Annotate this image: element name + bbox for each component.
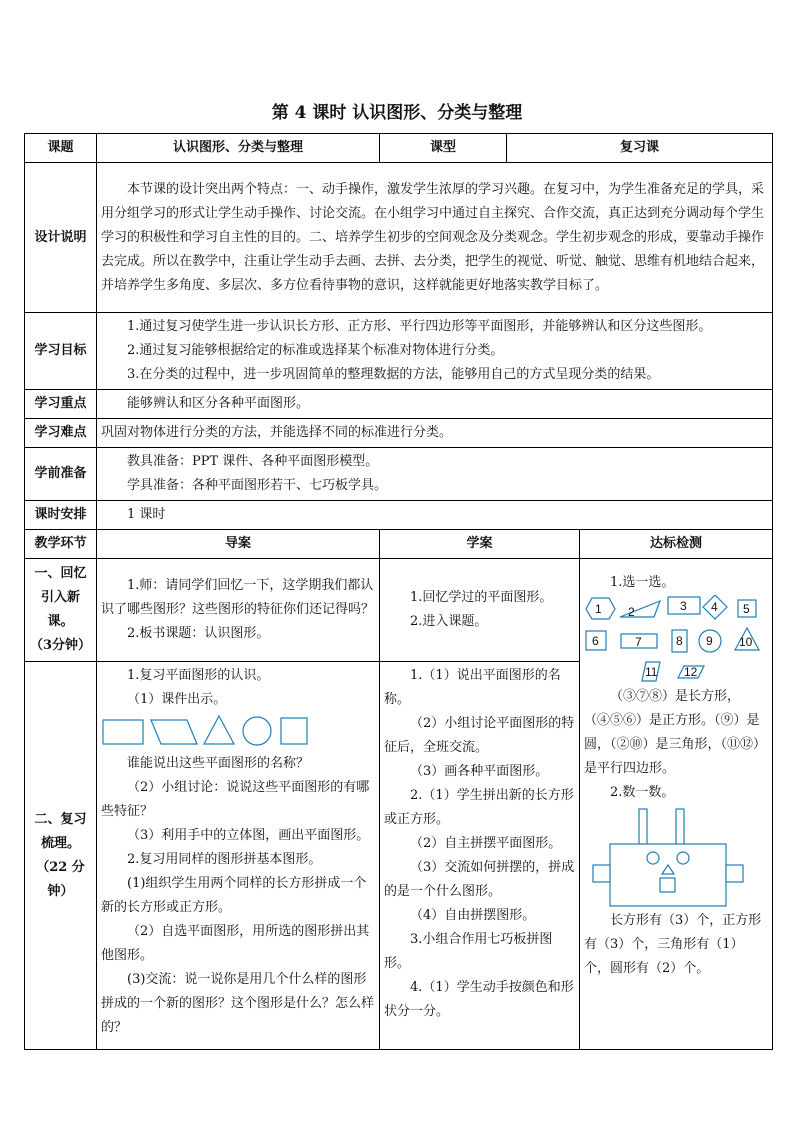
type-value: 复习课 — [507, 134, 773, 163]
guide-item: （2）小组讨论：说说这些平面图形的有哪些特征？ — [101, 780, 370, 819]
stage1-label — [25, 559, 97, 662]
stage2-label-line: 二、复习 — [34, 811, 87, 827]
square-shape — [281, 718, 307, 744]
triangle-shape — [204, 716, 234, 744]
robot-figure — [584, 805, 767, 909]
design-paragraph: 本节课的设计突出两个特点：一、动手操作，激发学生浓厚的学习兴趣。在复习中，为学生准备充足的学具，采用分组学习的形式让学生动手操作、讨论交流。在小组学习中通过自主探究、合作交流，真正达到充分调动每个学生学习的积极性和学习自主性的目的。二、培养学生初步的空间观念及分类观念。学生初步观念的形成，要靠动手操作去完成。所以在教学中，注重让学生动手去画、去拼、去分类，把学生的视觉、听觉、触觉、思维有机地结合起来，并培养学生多角度、多层次、多方位看待事物的意识，这样就能更好地落实教学目标了。 — [101, 181, 765, 293]
study-item: 3.小组合作用七巧板拼图形。 — [384, 932, 553, 971]
shape-number: 3 — [680, 599, 687, 613]
schedule-label: 课时安排 — [25, 501, 97, 530]
shape-number: 1 — [595, 602, 602, 616]
shape-number: 2 — [628, 605, 635, 619]
guide-item: (3)交流：说一说你是用几个什么样的图形拼成的一个新的图形？这个图形是什么？怎么样的？ — [101, 972, 375, 1035]
schedule-text — [97, 501, 773, 530]
stage1-label-line: 引入新课。 — [40, 590, 80, 629]
rectangle-shape — [103, 720, 143, 744]
difficulty-value: 巩固对物体进行分类的方法，并能选择不同的标准进行分类。 — [97, 419, 773, 448]
parallelogram-shape — [151, 720, 197, 744]
review-shapes — [101, 712, 311, 752]
guide-item: 1.师：请同学们回忆一下，这学期我们都认识了哪些图形？这些图形的特征你们还记得吗？ — [101, 578, 375, 617]
prep-item: 教具准备：PPT 课件、各种平面图形模型。 — [127, 454, 379, 469]
circle-shape — [243, 717, 271, 745]
difficulty-label: 学习难点 — [25, 419, 97, 448]
study-item: （4）自由拼摆图形。 — [410, 908, 536, 923]
square-shape — [660, 878, 675, 892]
rectangle-shape — [676, 809, 684, 844]
rectangle-shape — [610, 844, 726, 906]
stage2-label-line: 梳理。 — [40, 835, 80, 851]
guide-item: （3）利用手中的立体图，画出平面图形。 — [127, 828, 370, 843]
col-stage: 教学环节 — [25, 530, 97, 559]
goals-label: 学习目标 — [25, 313, 97, 390]
key-value: 能够辨认和区分各种平面图形。 — [127, 396, 310, 411]
guide-item: （2）自选平面图形，用所选的图形拼出其他图形。 — [101, 924, 370, 963]
key-label: 学习重点 — [25, 390, 97, 419]
stage2-label — [25, 662, 97, 1050]
shape-number: 8 — [676, 634, 683, 648]
circle-shape — [677, 852, 689, 864]
triangle-shape — [620, 601, 660, 617]
goal-item: 1.通过复习使学生进一步认识长方形、正方形、平行四边形等平面图形，并能够辨认和区分这些图形。 — [127, 319, 712, 334]
goals-list — [97, 313, 773, 390]
col-check: 达标检测 — [580, 530, 773, 559]
check-q1: 1.选一选。 — [610, 575, 675, 590]
stage2-label-line: 钟） — [47, 883, 74, 899]
circle-shape — [647, 852, 659, 864]
key-text — [97, 390, 773, 419]
study-item: （3）交流如何拼摆的，拼成的是一个什么图形。 — [384, 860, 575, 899]
goal-item: 2.通过复习能够根据给定的标准或选择某个标准对物体进行分类。 — [127, 343, 504, 358]
design-label: 设计说明 — [25, 163, 97, 313]
lesson-plan-table — [24, 133, 773, 1050]
study-item: （2）自主拼摆平面图形。 — [410, 836, 562, 851]
prep-label: 学前准备 — [25, 448, 97, 501]
study-item: 4.（1）学生动手按颜色和形状分一分。 — [384, 980, 574, 1019]
goal-item: 3.在分类的过程中，进一步巩固简单的整理数据的方法，能够用自己的方式呈现分类的结果。 — [127, 367, 660, 382]
square-shape — [593, 865, 610, 882]
schedule-value: 1 课时 — [127, 507, 166, 522]
guide-item: (1)组织学生用两个同样的长方形拼成一个新的长方形或正方形。 — [101, 876, 367, 915]
page-title: 第 4 课时 认识图形、分类与整理 — [271, 103, 523, 123]
shape-number: 9 — [706, 634, 713, 648]
check-a2: 长方形有（3）个，正方形有（3）个，三角形有（1）个，圆形有（2）个。 — [584, 913, 762, 976]
guide-item: 1.复习平面图形的认识。 — [127, 668, 270, 683]
rectangle-shape — [639, 809, 647, 844]
col-study: 学案 — [380, 530, 580, 559]
study-item: 2.进入课题。 — [410, 614, 488, 629]
guide-item: 2.复习用同样的图形拼基本图形。 — [127, 852, 322, 867]
check-a1: （③⑦⑧）是长方形，（④⑤⑥）是正方形。（⑨）是圆，（②⑩）是三角形，（⑪⑫）是平行四边形。 — [584, 689, 767, 776]
study-item: 1.回忆学过的平面图形。 — [410, 590, 553, 605]
prep-item: 学具准备：各种平面图形若干、七巧板学具。 — [127, 478, 388, 493]
study-item: （2）小组讨论平面图形的特征后，全班交流。 — [384, 716, 575, 755]
stage1-label-line: 一、回忆 — [34, 566, 87, 581]
shape-number: 6 — [592, 634, 599, 648]
guide-item: 谁能说出这些平面图形的名称？ — [127, 756, 310, 771]
col-guide: 导案 — [97, 530, 380, 559]
study-item: 2.（1）学生拼出新的长方形或正方形。 — [384, 788, 574, 827]
square-shape — [726, 865, 743, 882]
stage2-label-line: （22 分 — [36, 859, 85, 875]
check-cell — [580, 559, 773, 1050]
stage1-label-line: （3分钟） — [29, 638, 92, 653]
shape-number: 10 — [739, 635, 753, 649]
design-text — [97, 163, 773, 313]
guide-item: 2.板书课题：认识图形。 — [127, 626, 270, 641]
shape-number: 4 — [711, 600, 718, 614]
shape-number: 12 — [684, 665, 698, 679]
study-item: 1.（1）说出平面图形的名称。 — [384, 668, 561, 707]
topic-label: 课题 — [25, 134, 97, 163]
stage1-study — [380, 559, 580, 662]
shape-number: 5 — [743, 602, 750, 616]
shape-number: 11 — [645, 665, 658, 679]
stage2-guide — [97, 662, 380, 1050]
check-q2: 2.数一数。 — [610, 785, 675, 800]
shapes-figure — [584, 595, 767, 685]
stage1-guide — [97, 559, 380, 662]
shape-number: 7 — [635, 635, 642, 649]
stage2-study — [380, 662, 580, 1050]
topic-value: 认识图形、分类与整理 — [97, 134, 380, 163]
type-label: 课型 — [380, 134, 507, 163]
guide-item: （1）课件出示。 — [127, 692, 227, 707]
study-item: （3）画各种平面图形。 — [410, 764, 549, 779]
prep-list — [97, 448, 773, 501]
